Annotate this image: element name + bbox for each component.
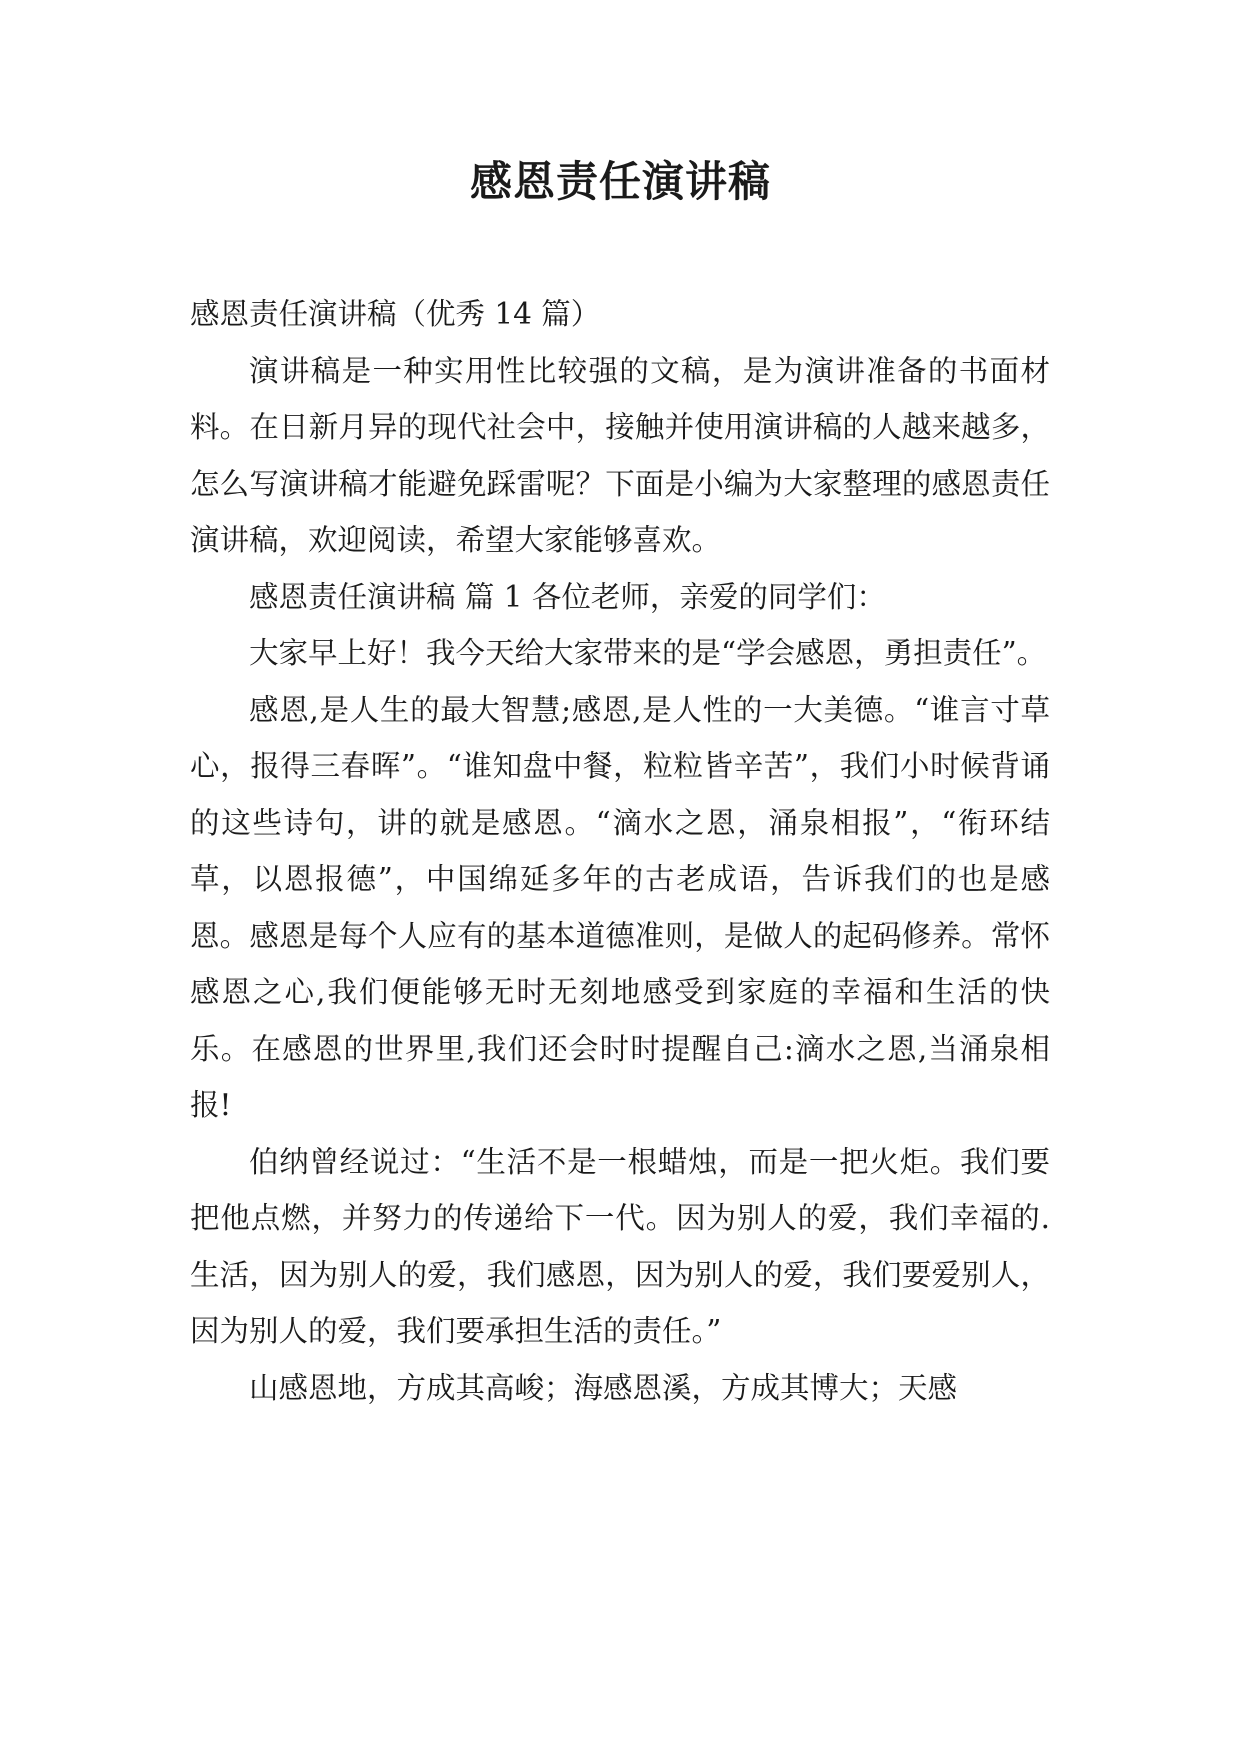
- paragraph-mountain: 山感恩地，方成其高峻；海感恩溪，方成其博大；天感: [249, 1370, 958, 1405]
- document-title: 感恩责任演讲稿: [469, 157, 771, 206]
- paragraph-heading-1: 感恩责任演讲稿 篇 1 各位老师，亲爱的同学们：: [249, 579, 886, 614]
- paragraph-intro: 演讲稿是一种实用性比较强的文稿，是为演讲准备的书面材料。在日新月异的现代社会中，接触并使用演讲稿的人越来越多，怎么写演讲稿才能避免踩雷呢？下面是小编为大家整理的感恩责任演讲稿，欢迎阅读，希望大家能够喜欢。: [190, 353, 1050, 557]
- paragraph-quote: 伯纳曾经说过：“生活不是一根蜡烛，而是一把火炬。我们要把他点燃，并努力的传递给下一代。因为别人的爱，我们幸福的.生活，因为别人的爱，我们感恩，因为别人的爱，我们要爱别人，因为别人的爱，我们要承担生活的责任。”: [190, 1144, 1050, 1348]
- document-subtitle: 感恩责任演讲稿（优秀 14 篇）: [190, 297, 601, 331]
- document-body: [190, 286, 1050, 1416]
- paragraph-gratitude: 感恩,是人生的最大智慧;感恩,是人性的一大美德。“谁言寸草心，报得三春晖”。“谁知盘中餐，粒粒皆辛苦”，我们小时候背诵的这些诗句，讲的就是感恩。“滴水之恩，涌泉相报”，“衔环结草，以恩报德”，中国绵延多年的古老成语，告诉我们的也是感恩。感恩是每个人应有的基本道德准则，是做人的起码修养。常怀感恩之心,我们便能够无时无刻地感受到家庭的幸福和生活的快乐。在感恩的世界里,我们还会时时提醒自己:滴水之恩,当涌泉相报!: [190, 692, 1050, 1122]
- paragraph-greeting: 大家早上好！我今天给大家带来的是“学会感恩，勇担责任”。: [249, 636, 1047, 670]
